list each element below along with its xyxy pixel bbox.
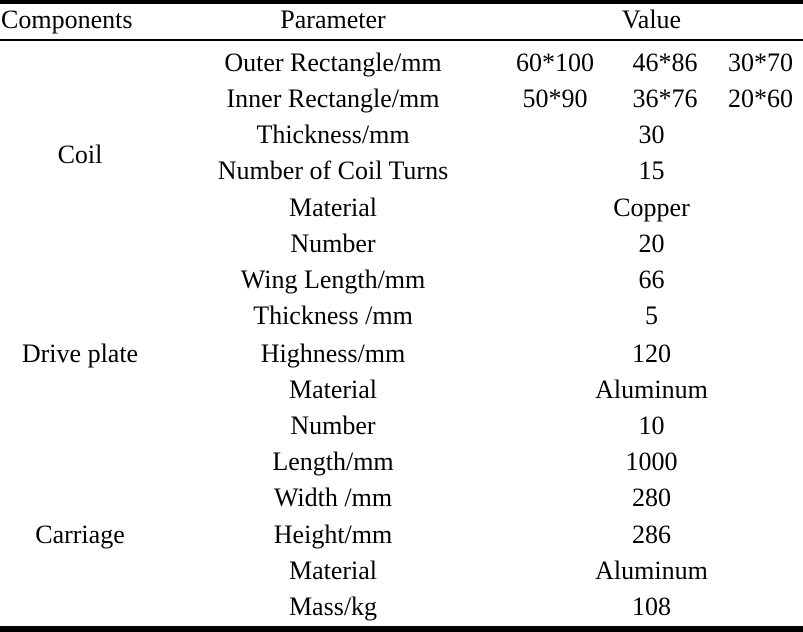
value-cell: 30*70 [728, 48, 793, 77]
table-row [0, 553, 803, 589]
table-row [0, 45, 803, 81]
table-row [0, 190, 803, 226]
value-cell: 50*90 [522, 84, 588, 113]
table-row [0, 336, 803, 372]
table-row [0, 408, 803, 444]
table-row [0, 372, 803, 408]
value-cell: 286 [632, 520, 671, 549]
param-cell: Material [288, 375, 378, 404]
value-cell: Aluminum [595, 556, 708, 585]
group-label-drive-plate: Drive plate [21, 339, 139, 368]
value-cell: 15 [638, 156, 665, 185]
value-cell: 60*100 [516, 48, 594, 77]
param-cell: Inner Rectangle/mm [226, 84, 440, 113]
param-cell: Mass/kg [288, 592, 378, 621]
param-cell: Material [288, 556, 378, 585]
param-cell: Wing Length/mm [240, 265, 426, 294]
value-cell: 46*86 [632, 48, 698, 77]
param-cell: Number [290, 411, 376, 440]
header-value: Value [621, 5, 682, 34]
param-cell: Thickness/mm [256, 120, 410, 149]
table-row [0, 262, 803, 298]
param-cell: Thickness /mm [253, 301, 413, 330]
table-row [0, 153, 803, 189]
value-cell: 20 [638, 229, 665, 258]
value-cell: 36*76 [632, 84, 698, 113]
param-cell: Highness/mm [260, 339, 406, 368]
value-cell: Aluminum [595, 375, 708, 404]
value-cell: Copper [613, 193, 690, 222]
value-cell: 280 [632, 483, 671, 512]
value-cell: 1000 [625, 447, 678, 476]
param-cell: Number of Coil Turns [217, 156, 449, 185]
param-cell: Material [288, 193, 378, 222]
header-parameter: Parameter [280, 5, 386, 34]
table-row [0, 480, 803, 516]
table-row [0, 517, 803, 553]
param-cell: Height/mm [273, 520, 393, 549]
table-row [0, 81, 803, 117]
table-row [0, 298, 803, 334]
value-cell: 108 [632, 592, 671, 621]
table-row [0, 444, 803, 480]
param-cell: Length/mm [272, 447, 394, 476]
table-bottom-rule [0, 626, 803, 632]
group-label-carriage: Carriage [35, 520, 125, 549]
param-cell: Number [290, 229, 376, 258]
table-row [0, 589, 803, 625]
value-cell: 120 [632, 339, 671, 368]
value-cell: 20*60 [728, 84, 793, 113]
param-cell: Outer Rectangle/mm [224, 48, 442, 77]
value-cell: 5 [645, 301, 658, 330]
param-cell: Width /mm [273, 483, 393, 512]
value-cell: 66 [638, 265, 665, 294]
value-cell: 10 [638, 411, 665, 440]
table-header-rule [0, 39, 803, 41]
group-label-coil: Coil [57, 140, 103, 169]
table-header [0, 4, 803, 39]
value-cell: 30 [638, 120, 665, 149]
table-row [0, 226, 803, 262]
header-components: Components [1, 5, 133, 34]
